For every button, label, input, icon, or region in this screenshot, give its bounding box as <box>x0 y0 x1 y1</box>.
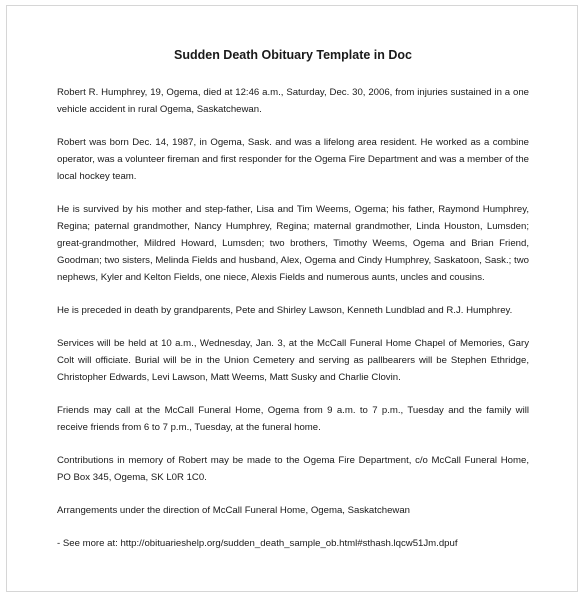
paragraph-visitation: Friends may call at the McCall Funeral Home, Ogema from 9 a.m. to 7 p.m., Tuesday and the family will receive friends from 6 to 7 p.m., Tuesday, at the funeral home. <box>57 405 529 433</box>
paragraph-survivors: He is survived by his mother and step-father, Lisa and Tim Weems, Ogema; his father, Raymond Humphrey, Regina; paternal grandmother, Nancy Humphrey, Regina; maternal grandmother, Linda Houston, Lumsden; great-grandmother, Mildred Howard, Lumsden; two brothers, Timothy Weems, Ogema and Brian Friend, Goodman; two sisters, Melinda Fields and husband, Alex, Ogema and Cindy Humphrey, Saskatoon, Sask.; two nephews, Kyler and Kelton Fields, one niece, Alexis Fields and numerous aunts, uncles and cousins. <box>57 204 529 283</box>
paragraph-services: Services will be held at 10 a.m., Wednesday, Jan. 3, at the McCall Funeral Home Chapel of Memories, Gary Colt will officiate. Burial will be in the Union Cemetery and serving as pallbearers will be Stephen Ethridge, Christopher Edwards, Levi Lawson, Matt Weems, Matt Susky and Charlie Clovin. <box>57 338 529 383</box>
paragraph-biography: Robert was born Dec. 14, 1987, in Ogema, Sask. and was a lifelong area resident. He worked as a combine operator, was a volunteer fireman and first responder for the Ogema Fire Department and was a member of the local hockey team. <box>57 137 529 182</box>
document-body <box>57 84 529 568</box>
paragraph-death-notice: Robert R. Humphrey, 19, Ogema, died at 12:46 a.m., Saturday, Dec. 30, 2006, from injuries sustained in a one vehicle accident in rural Ogema, Saskatchewan. <box>57 87 529 115</box>
paragraph-source-link[interactable]: - See more at: http://obituarieshelp.org/sudden_death_sample_ob.html#sthash.lqcw51Jm.dpuf <box>57 538 458 549</box>
paragraph-arrangements: Arrangements under the direction of McCall Funeral Home, Ogema, Saskatchewan <box>57 505 411 516</box>
paragraph-preceded: He is preceded in death by grandparents, Pete and Shirley Lawson, Kenneth Lundblad and R.J. Humphrey. <box>57 305 513 316</box>
paragraph-contributions: Contributions in memory of Robert may be made to the Ogema Fire Department, c/o McCall Funeral Home, PO Box 345, Ogema, SK L0R 1C0. <box>57 455 529 483</box>
document-page <box>6 5 578 592</box>
document-title: Sudden Death Obituary Template in Doc <box>174 48 412 62</box>
